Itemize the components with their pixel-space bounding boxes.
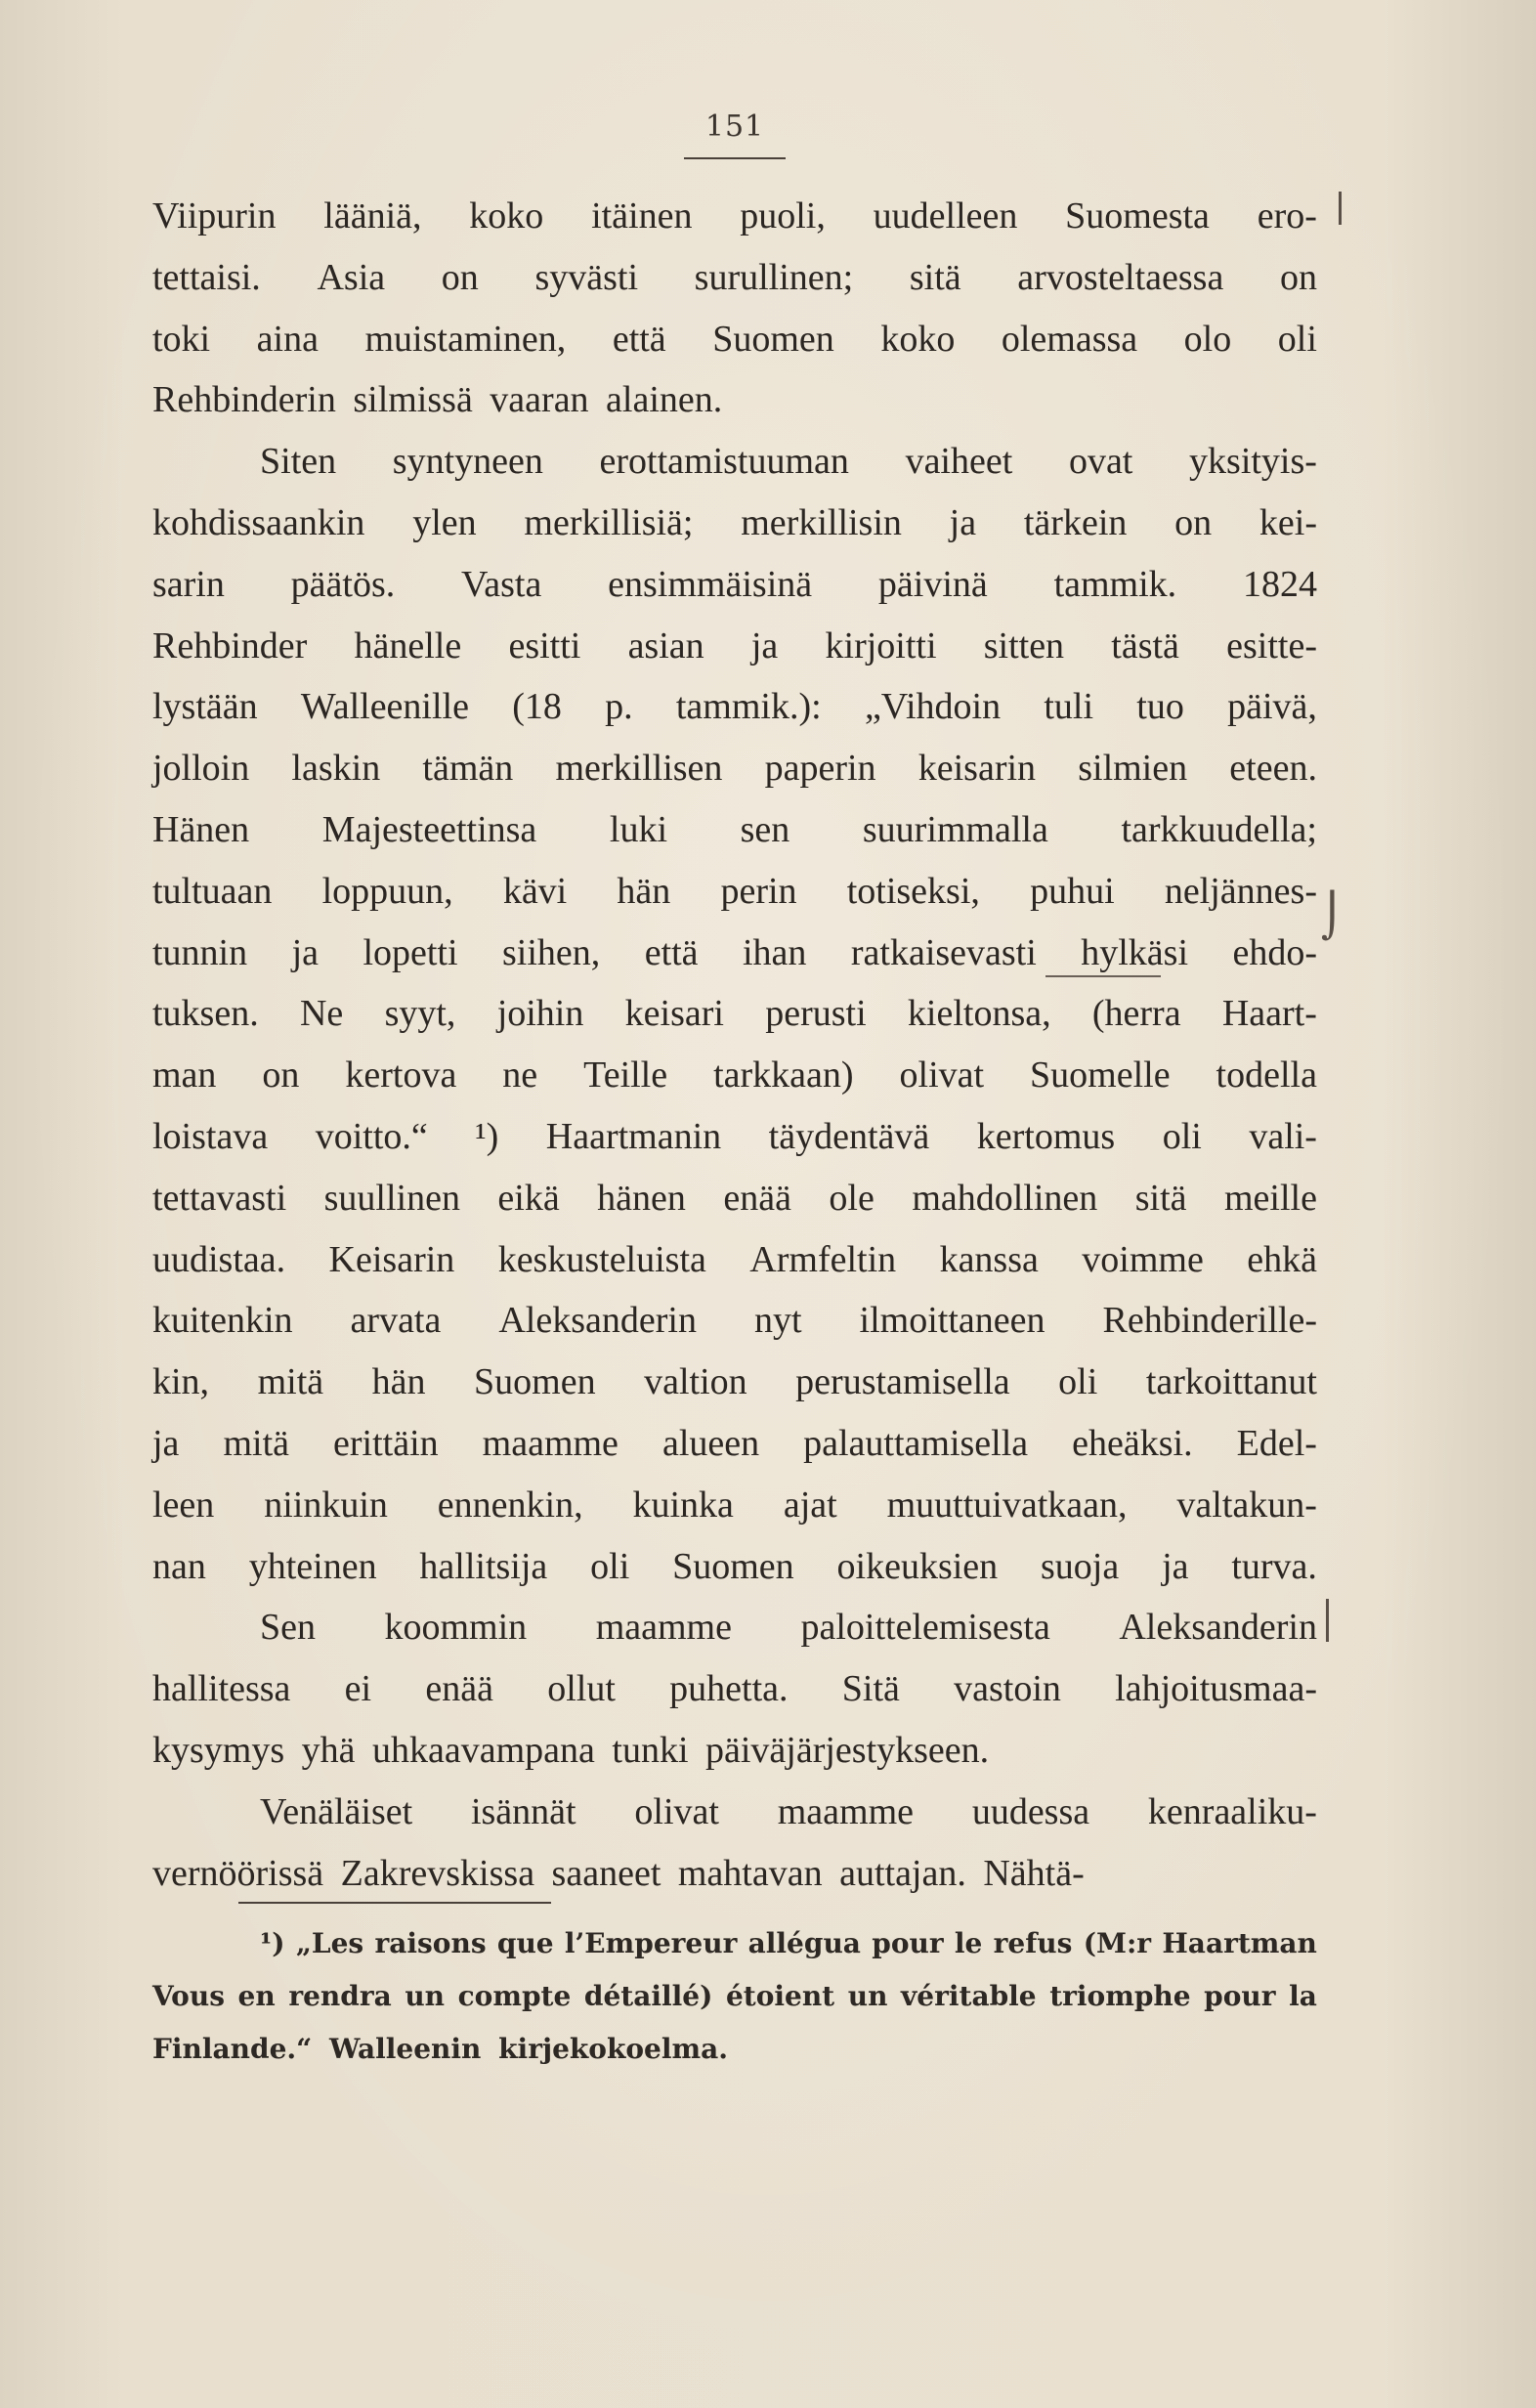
text-line: kysymys yhä uhkaavampana tunki päiväjärjestykseen.: [152, 1729, 990, 1771]
text-line: tettaisi. Asia on syvästi surullinen; sitä arvosteltaessa on: [152, 256, 1317, 298]
footnote-separator: [238, 1902, 551, 1904]
text-line: sarin päätös. Vasta ensimmäisinä päivinä tammik. 1824: [152, 563, 1317, 605]
text-line: Viipurin lääniä, koko itäinen puoli, uudelleen Suomesta ero-: [152, 195, 1317, 236]
text-line: Rehbinderin silmissä vaaran alainen.: [152, 379, 723, 421]
page-number: 151: [704, 109, 765, 144]
text-line: ja mitä erittäin maamme alueen palauttamisella eheäksi. Edel-: [152, 1422, 1317, 1464]
text-line: Venäläiset isännät olivat maamme uudessa kenraaliku-: [260, 1790, 1317, 1832]
text-line: kin, mitä hän Suomen valtion perustamisella oli tarkoittanut: [152, 1361, 1317, 1403]
body-text: [152, 186, 1317, 1904]
footnote-line: Finlande.“ Walleenin kirjekokoelma.: [152, 2033, 729, 2065]
text-line: tettavasti suullinen eikä hänen enää ole mahdollinen sitä meille: [152, 1177, 1317, 1219]
text-line: vernöörissä Zakrevskissa saaneet mahtavan auttajan. Nähtä-: [152, 1852, 1085, 1894]
text-line: toki aina muistaminen, että Suomen koko olemassa olo oli: [152, 318, 1317, 360]
pencil-underline: [1045, 975, 1161, 977]
text-line: tunnin ja lopetti siihen, että ihan ratkaisevasti hylkäsi ehdo-: [152, 931, 1317, 973]
text-line: Sen koommin maamme paloittelemisesta Aleksanderin: [260, 1607, 1317, 1649]
text-line: nan yhteinen hallitsija oli Suomen oikeuksien suoja ja turva.: [152, 1545, 1317, 1587]
text-line: Hänen Majesteettinsa luki sen suurimmalla tarkkuudella;: [152, 808, 1317, 850]
text-line: kuitenkin arvata Aleksanderin nyt ilmoittaneen Rehbinderille-: [152, 1300, 1317, 1342]
text-line: lystään Walleenille (18 p. tammik.): „Vihdoin tuli tuo päivä,: [152, 686, 1317, 728]
text-line: Siten syntyneen erottamistuuman vaiheet ovat yksityis-: [260, 441, 1317, 483]
margin-pencil-scribble: ⌡: [1321, 891, 1344, 941]
text-line: jolloin laskin tämän merkillisen paperin keisarin silmien eteen.: [152, 748, 1317, 790]
text-line: tuksen. Ne syyt, joihin keisari perusti kieltonsa, (herra Haart-: [152, 993, 1317, 1035]
text-line: kohdissaankin ylen merkillisiä; merkillisin ja tärkein on kei-: [152, 501, 1317, 543]
text-line: hallitessa ei enää ollut puhetta. Sitä vastoin lahjoitusmaa-: [152, 1668, 1317, 1710]
text-line: Rehbinder hänelle esitti asian ja kirjoitti sitten tästä esitte-: [152, 624, 1317, 666]
margin-pencil-mark: [1326, 1599, 1329, 1642]
margin-pencil-mark: [1339, 192, 1342, 225]
text-line: uudistaa. Keisarin keskusteluista Armfeltin kanssa voimme ehkä: [152, 1238, 1317, 1280]
text-line: leen niinkuin ennenkin, kuinka ajat muuttuivatkaan, valtakun-: [152, 1484, 1317, 1526]
footnote: [152, 1917, 1317, 2076]
text-line: loistava voitto.“ ¹) Haartmanin täydentävä kertomus oli vali-: [152, 1115, 1317, 1157]
footnote-line: ¹) „Les raisons que l’Empereur allégua pour le refus (M:r Haartman: [260, 1927, 1317, 1959]
text-line: tultuaan loppuun, kävi hän perin totiseksi, puhui neljännes-: [152, 870, 1317, 912]
page-number-rule: [684, 157, 786, 159]
footnote-line: Vous en rendra un compte détaillé) étoient un véritable triomphe pour la: [152, 1980, 1317, 2012]
text-line: man on kertova ne Teille tarkkaan) olivat Suomelle todella: [152, 1054, 1317, 1096]
